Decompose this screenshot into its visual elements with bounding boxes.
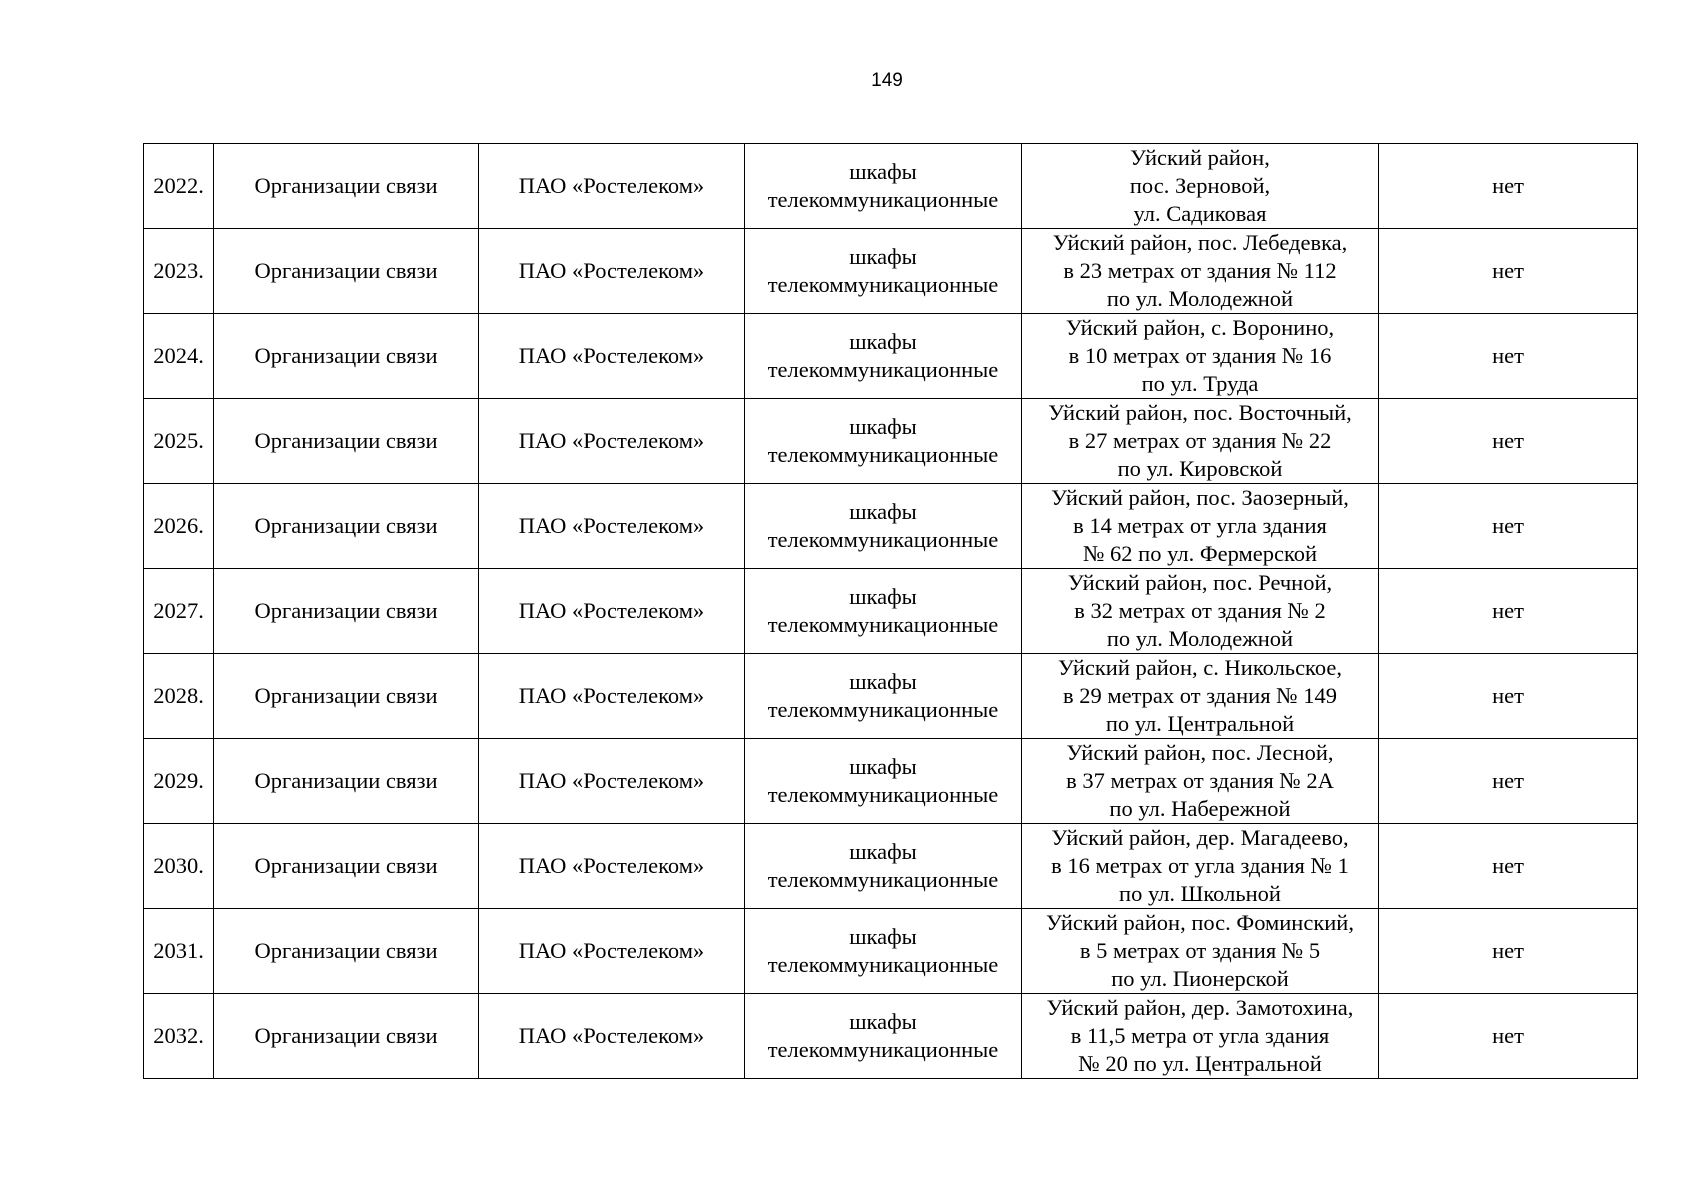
object-cell bbox=[745, 314, 1022, 399]
table-row bbox=[144, 484, 1638, 569]
table-row bbox=[144, 654, 1638, 739]
row-number-cell bbox=[144, 399, 214, 484]
location-cell bbox=[1022, 314, 1379, 399]
row-number-cell bbox=[144, 144, 214, 229]
location-cell-text: Уйский район, дер. Магадеево, в 16 метрах от угла здания № 1 по ул. Школьной bbox=[1051, 825, 1349, 906]
category-cell-text: Организации связи bbox=[254, 598, 438, 623]
owner-cell bbox=[479, 144, 745, 229]
row-number-cell-text: 2030. bbox=[153, 853, 204, 878]
object-cell bbox=[745, 824, 1022, 909]
category-cell-text: Организации связи bbox=[254, 343, 438, 368]
row-number-cell bbox=[144, 314, 214, 399]
table-row bbox=[144, 399, 1638, 484]
location-cell-text: Уйский район, пос. Зерновой, ул. Садиковая bbox=[1129, 145, 1271, 226]
table-row bbox=[144, 994, 1638, 1079]
location-cell bbox=[1022, 909, 1379, 994]
table-row bbox=[144, 229, 1638, 314]
row-number-cell-text: 2023. bbox=[153, 258, 204, 283]
note-cell bbox=[1379, 144, 1638, 229]
owner-cell-text: ПАО «Ростелеком» bbox=[518, 343, 705, 368]
location-cell bbox=[1022, 229, 1379, 314]
category-cell-text: Организации связи bbox=[254, 513, 438, 538]
owner-cell bbox=[479, 569, 745, 654]
table-row bbox=[144, 824, 1638, 909]
owner-cell bbox=[479, 314, 745, 399]
row-number-cell bbox=[144, 824, 214, 909]
note-cell-text: нет bbox=[1492, 513, 1524, 538]
category-cell bbox=[214, 484, 479, 569]
row-number-cell-text: 2025. bbox=[153, 428, 204, 453]
owner-cell-text: ПАО «Ростелеком» bbox=[518, 173, 705, 198]
location-cell-text: Уйский район, дер. Замотохина, в 11,5 метра от угла здания № 20 по ул. Центральной bbox=[1046, 995, 1354, 1076]
owner-cell-text: ПАО «Ростелеком» bbox=[518, 768, 705, 793]
category-cell bbox=[214, 229, 479, 314]
object-cell bbox=[745, 399, 1022, 484]
note-cell-text: нет bbox=[1492, 853, 1524, 878]
object-cell-text: шкафы телекоммуникационные bbox=[767, 584, 999, 637]
object-cell-text: шкафы телекоммуникационные bbox=[767, 329, 999, 382]
object-cell bbox=[745, 909, 1022, 994]
object-cell-text: шкафы телекоммуникационные bbox=[767, 414, 999, 467]
category-cell bbox=[214, 909, 479, 994]
note-cell-text: нет bbox=[1492, 258, 1524, 283]
category-cell-text: Организации связи bbox=[254, 768, 438, 793]
location-cell-text: Уйский район, пос. Лесной, в 37 метрах от здания № 2А по ул. Набережной bbox=[1066, 740, 1334, 821]
category-cell-text: Организации связи bbox=[254, 853, 438, 878]
registry-table-body bbox=[144, 144, 1638, 1079]
location-cell bbox=[1022, 994, 1379, 1079]
category-cell-text: Организации связи bbox=[254, 938, 438, 963]
object-cell-text: шкафы телекоммуникационные bbox=[767, 839, 999, 892]
object-cell bbox=[745, 229, 1022, 314]
location-cell bbox=[1022, 484, 1379, 569]
category-cell bbox=[214, 144, 479, 229]
note-cell bbox=[1379, 399, 1638, 484]
location-cell bbox=[1022, 824, 1379, 909]
object-cell-text: шкафы телекоммуникационные bbox=[767, 1009, 999, 1062]
category-cell-text: Организации связи bbox=[254, 428, 438, 453]
category-cell bbox=[214, 399, 479, 484]
location-cell bbox=[1022, 739, 1379, 824]
owner-cell bbox=[479, 824, 745, 909]
category-cell-text: Организации связи bbox=[254, 1023, 438, 1048]
note-cell bbox=[1379, 484, 1638, 569]
row-number-cell bbox=[144, 739, 214, 824]
category-cell bbox=[214, 654, 479, 739]
row-number-cell bbox=[144, 569, 214, 654]
note-cell bbox=[1379, 654, 1638, 739]
location-cell-text: Уйский район, с. Воронино, в 10 метрах от здания № 16 по ул. Труда bbox=[1065, 315, 1335, 396]
registry-table bbox=[143, 143, 1638, 1079]
owner-cell bbox=[479, 399, 745, 484]
table-row bbox=[144, 909, 1638, 994]
table-row bbox=[144, 569, 1638, 654]
object-cell bbox=[745, 739, 1022, 824]
note-cell-text: нет bbox=[1492, 428, 1524, 453]
page-number: 149 bbox=[871, 70, 903, 91]
table-row bbox=[144, 314, 1638, 399]
location-cell-text: Уйский район, пос. Фоминский, в 5 метрах от здания № 5 по ул. Пионерской bbox=[1046, 910, 1354, 991]
object-cell-text: шкафы телекоммуникационные bbox=[767, 754, 999, 807]
row-number-cell bbox=[144, 484, 214, 569]
category-cell-text: Организации связи bbox=[254, 683, 438, 708]
object-cell-text: шкафы телекоммуникационные bbox=[767, 499, 999, 552]
owner-cell-text: ПАО «Ростелеком» bbox=[518, 938, 705, 963]
owner-cell bbox=[479, 909, 745, 994]
row-number-cell-text: 2031. bbox=[153, 938, 204, 963]
object-cell bbox=[745, 654, 1022, 739]
owner-cell bbox=[479, 739, 745, 824]
object-cell-text: шкафы телекоммуникационные bbox=[767, 159, 999, 212]
row-number-cell-text: 2022. bbox=[153, 173, 204, 198]
owner-cell-text: ПАО «Ростелеком» bbox=[518, 428, 705, 453]
row-number-cell bbox=[144, 229, 214, 314]
note-cell bbox=[1379, 824, 1638, 909]
owner-cell-text: ПАО «Ростелеком» bbox=[518, 1023, 705, 1048]
note-cell-text: нет bbox=[1492, 1023, 1524, 1048]
note-cell-text: нет bbox=[1492, 683, 1524, 708]
category-cell-text: Организации связи bbox=[254, 258, 438, 283]
category-cell-text: Организации связи bbox=[254, 173, 438, 198]
note-cell bbox=[1379, 569, 1638, 654]
note-cell-text: нет bbox=[1492, 938, 1524, 963]
row-number-cell bbox=[144, 654, 214, 739]
location-cell-text: Уйский район, с. Никольское, в 29 метрах от здания № 149 по ул. Центральной bbox=[1058, 655, 1342, 736]
location-cell bbox=[1022, 654, 1379, 739]
row-number-cell-text: 2024. bbox=[153, 343, 204, 368]
owner-cell bbox=[479, 484, 745, 569]
object-cell-text: шкафы телекоммуникационные bbox=[767, 244, 999, 297]
object-cell bbox=[745, 994, 1022, 1079]
location-cell bbox=[1022, 569, 1379, 654]
row-number-cell-text: 2032. bbox=[153, 1023, 204, 1048]
note-cell-text: нет bbox=[1492, 598, 1524, 623]
note-cell bbox=[1379, 909, 1638, 994]
note-cell-text: нет bbox=[1492, 343, 1524, 368]
row-number-cell bbox=[144, 909, 214, 994]
owner-cell bbox=[479, 654, 745, 739]
row-number-cell bbox=[144, 994, 214, 1079]
category-cell bbox=[214, 994, 479, 1079]
owner-cell-text: ПАО «Ростелеком» bbox=[518, 853, 705, 878]
owner-cell bbox=[479, 229, 745, 314]
category-cell bbox=[214, 314, 479, 399]
row-number-cell-text: 2029. bbox=[153, 768, 204, 793]
owner-cell-text: ПАО «Ростелеком» bbox=[518, 258, 705, 283]
note-cell bbox=[1379, 994, 1638, 1079]
category-cell bbox=[214, 739, 479, 824]
note-cell bbox=[1379, 314, 1638, 399]
row-number-cell-text: 2027. bbox=[153, 598, 204, 623]
object-cell-text: шкафы телекоммуникационные bbox=[767, 669, 999, 722]
location-cell-text: Уйский район, пос. Восточный, в 27 метрах от здания № 22 по ул. Кировской bbox=[1048, 400, 1352, 481]
object-cell bbox=[745, 569, 1022, 654]
location-cell-text: Уйский район, пос. Заозерный, в 14 метрах от угла здания № 62 по ул. Фермерской bbox=[1051, 485, 1349, 566]
owner-cell-text: ПАО «Ростелеком» bbox=[518, 513, 705, 538]
owner-cell bbox=[479, 994, 745, 1079]
owner-cell-text: ПАО «Ростелеком» bbox=[518, 683, 705, 708]
row-number-cell-text: 2028. bbox=[153, 683, 204, 708]
category-cell bbox=[214, 824, 479, 909]
location-cell-text: Уйский район, пос. Лебедевка, в 23 метрах от здания № 112 по ул. Молодежной bbox=[1052, 230, 1348, 311]
note-cell bbox=[1379, 229, 1638, 314]
row-number-cell-text: 2026. bbox=[153, 513, 204, 538]
location-cell bbox=[1022, 144, 1379, 229]
object-cell-text: шкафы телекоммуникационные bbox=[767, 924, 999, 977]
table-row bbox=[144, 739, 1638, 824]
note-cell-text: нет bbox=[1492, 173, 1524, 198]
location-cell-text: Уйский район, пос. Речной, в 32 метрах от здания № 2 по ул. Молодежной bbox=[1067, 570, 1333, 651]
table-row bbox=[144, 144, 1638, 229]
object-cell bbox=[745, 484, 1022, 569]
category-cell bbox=[214, 569, 479, 654]
location-cell bbox=[1022, 399, 1379, 484]
object-cell bbox=[745, 144, 1022, 229]
note-cell-text: нет bbox=[1492, 768, 1524, 793]
note-cell bbox=[1379, 739, 1638, 824]
owner-cell-text: ПАО «Ростелеком» bbox=[518, 598, 705, 623]
